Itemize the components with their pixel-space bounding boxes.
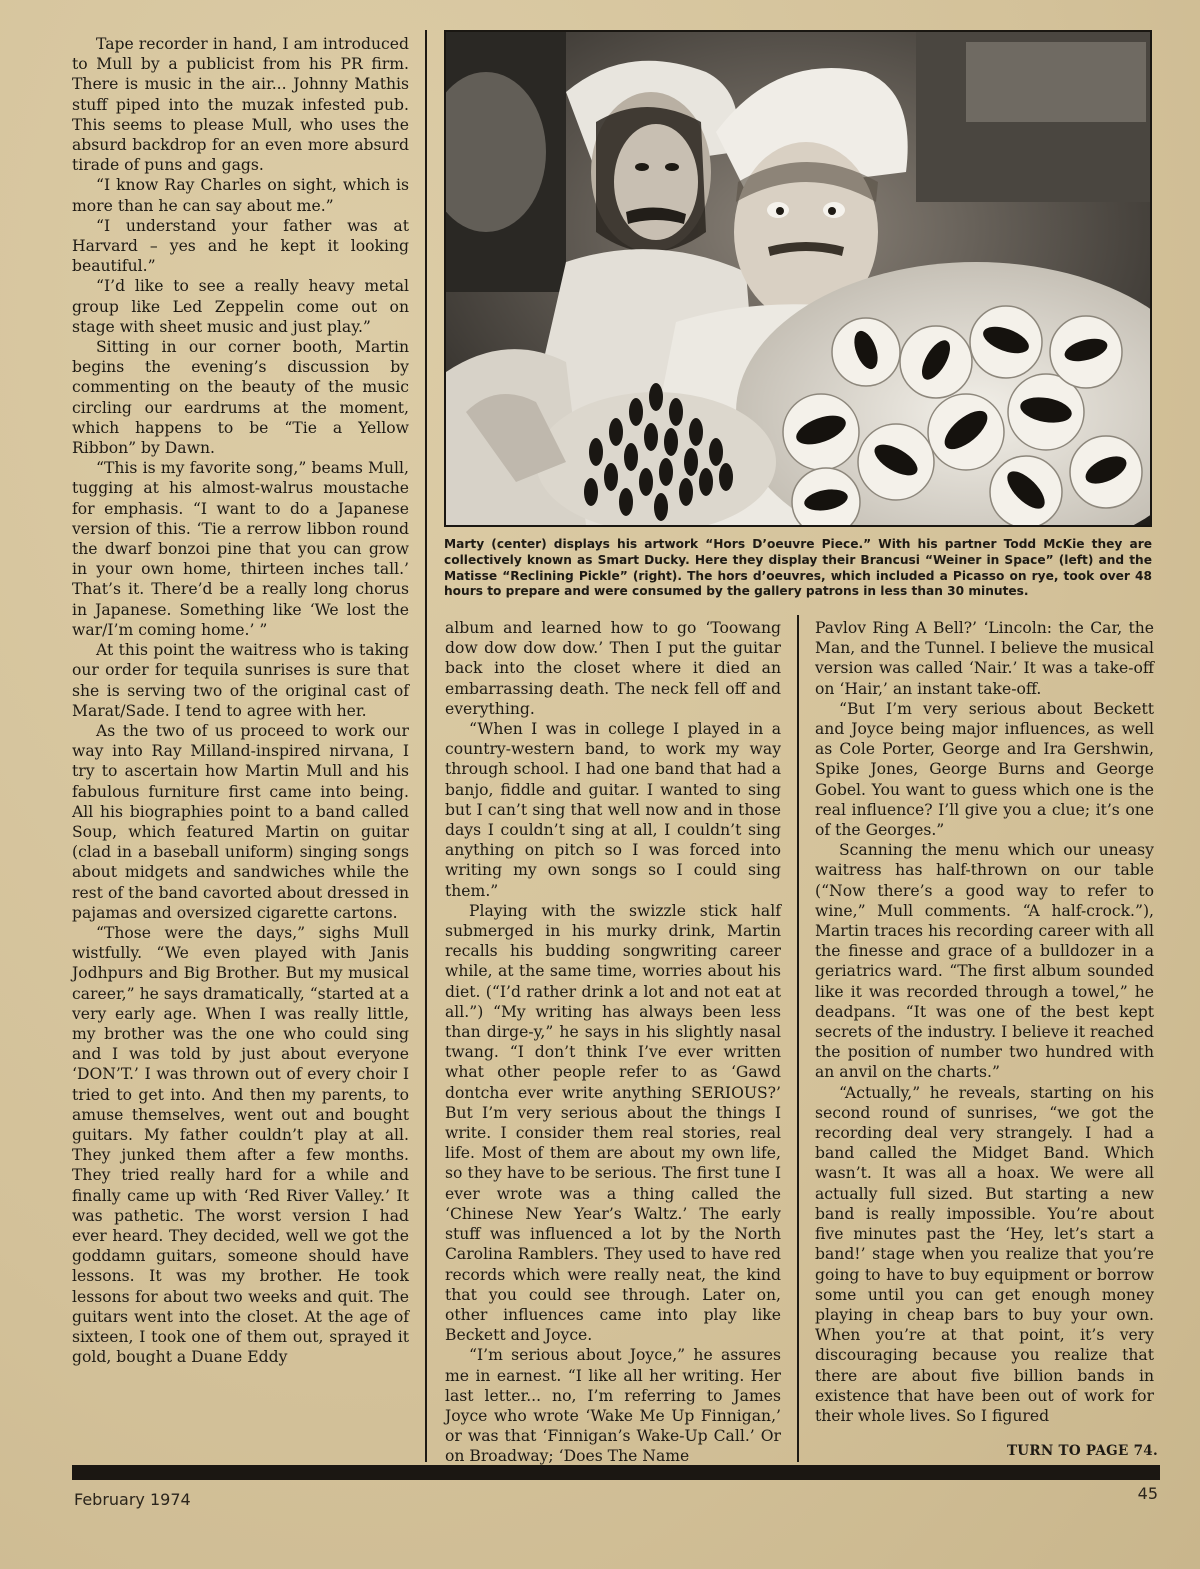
paragraph: “Actually,” he reveals, starting on his second round of sunrises, “we got the recording deal very strangely. I had a band called the Midget Band. Which wasn’t. It was all a hoax. We were all actually full sized. But starting a new band is really impossible. You’re about five minutes past the ‘Hey, let’s start a band!’ stage when you realize that you’re going to have to buy equipment or borrow some until you can get enough money playing in cheap bars to buy your own. When you’re at that point, it’s very discouraging because you realize that there are about five billion bands in existence that have been out of work for their whole lives. So I figured	[815, 1083, 1154, 1425]
continued-notice: TURN TO PAGE 74.	[1006, 1443, 1158, 1459]
issue-date: February 1974	[74, 1490, 191, 1509]
paragraph: “I’d like to see a really heavy metal group like Led Zeppelin come out on stage with sheet music and just play.”	[72, 277, 409, 336]
column-divider	[425, 30, 427, 1462]
footer-rule	[72, 1465, 1160, 1480]
paragraph: At this point the waitress who is taking our order for tequila sunrises is sure that she is serving two of the original cast of Marat/Sade. I tend to agree with her.	[72, 641, 409, 720]
article-column-3	[815, 618, 1154, 1426]
photo-caption: Marty (center) displays his artwork “Hors D’oeuvre Piece.” With his partner Todd McKie they are collectively known as Smart Ducky. Here they display their Brancusi “Weiner in Space” (left) and the Matisse “Reclining Pickle” (right). The hors d’oeuvres, which included a Picasso on rye, took over 48 hours to prepare and were consumed by the gallery patrons in less than 30 minutes.	[444, 537, 1152, 599]
paragraph: As the two of us proceed to work our way into Ray Milland-inspired nirvana, I try to ascertain how Martin Mull and his fabulous furniture first came into being. All his biographies point to a band called Soup, which featured Martin on guitar (clad in a baseball uniform) singing songs about midgets and sandwiches while the rest of the band cavorted about dressed in pajamas and oversized cigarette cartons.	[72, 721, 409, 922]
paragraph: “I know Ray Charles on sight, which is more than he can say about me.”	[72, 176, 409, 215]
paragraph: “I understand your father was at Harvard – yes and he kept it looking beautiful.”	[72, 216, 409, 276]
paragraph: “I’m serious about Joyce,” he assures me in earnest. “I like all her writing. Her last letter... no, I’m referring to James Joyce who wrote ‘Wake Me Up Finnigan,’ or was that ‘Finnigan’s Wake-Up Call.’ Or on Broadway; ‘Does The Name	[445, 1346, 781, 1466]
article-column-2	[445, 618, 781, 1467]
paragraph: album and learned how to go ‘Toowang dow dow dow dow.’ Then I put the guitar back into the closet where it died an embarrassing death. The neck fell off and everything.	[445, 619, 781, 718]
paragraph: Sitting in our corner booth, Martin begins the evening’s discussion by commenting on the beauty of the music circling our eardrums at the moment, which happens to be “Tie a Yellow Ribbon” by Dawn.	[72, 338, 409, 458]
article-column-1	[72, 34, 409, 1367]
photo-chefs-hors-doeuvres	[444, 30, 1152, 527]
paragraph: “When I was in college I played in a country-western band, to work my way through school. I had one band that had a banjo, fiddle and guitar. I wanted to sing but I can’t sing that well now and in those days I couldn’t sing at all, I couldn’t sing anything on pitch so I was forced into writing my own songs so I could sing them.”	[445, 720, 781, 900]
paragraph: Scanning the menu which our uneasy waitress has half-thrown on our table (“Now there’s a good way to refer to wine,” Mull comments. “A half-crock.”), Martin traces his recording career with all the finesse and grace of a bulldozer in a geriatrics ward. “The first album sounded like it was recorded through a towel,” he deadpans. “It was one of the best kept secrets of the industry. I believe it reached the position of number two hundred with an anvil on the charts.”	[815, 841, 1154, 1082]
page-number: 45	[1137, 1484, 1158, 1503]
paragraph: “Those were the days,” sighs Mull wistfully. “We even played with Janis Jodhpurs and Big Brother. But my musical career,” he says dramatically, “started at a very early age. When I was really little, my brother was the one who could sing and I was told by just about everyone ‘DON’T.’ I was thrown out of every choir I tried to get into. And then my parents, to amuse themselves, went out and bought guitars. My father couldn’t play at all. They junked them after a few months. They tried really hard for a while and finally came up with ‘Red River Valley.’ It was pathetic. The worst version I had ever heard. They decided, well we got the goddamn guitars, someone should have lessons. It was my brother. He took lessons for about two weeks and quit. The guitars went into the closet. At the age of sixteen, I took one of them out, sprayed it gold, bought a Duane Eddy	[72, 923, 409, 1367]
paragraph: Playing with the swizzle stick half submerged in his murky drink, Martin recalls his budding songwriting career while, at the same time, worries about his diet. (“I’d rather drink a lot and not eat at all.”) “My writing has always been less than dirge-y,” he says in his slightly nasal twang. “I don’t think I’ve ever written what other people refer to as ‘Gawd dontcha ever write anything SERIOUS?’ But I’m very serious about the things I write. I consider them real stories, real life. Most of them are about my own life, so they have to be serious. The first tune I ever wrote was a thing called the ‘Chinese New Year’s Waltz.’ The early stuff was influenced a lot by the North Carolina Ramblers. They used to have red records which were really neat, the kind that you could see through. Later on, other influences came into play like Beckett and Joyce.	[445, 901, 781, 1345]
column-divider	[797, 615, 799, 1462]
paragraph: Pavlov Ring A Bell?’ ‘Lincoln: the Car, the Man, and the Tunnel. I believe the musical version was called ‘Nair.’ It was a take-off on ‘Hair,’ an instant take-off.	[815, 619, 1154, 698]
paragraph: “This is my favorite song,” beams Mull, tugging at his almost-walrus moustache for emphasis. “I want to do a Japanese version of this. ‘Tie a rerrow libbon round the dwarf bonzoi pine that you can grow in your own home, thirteen inches tall.’ That’s it. There’d be a really long chorus in Japanese. Something like ‘We lost the war/I’m coming home.’ ”	[72, 459, 409, 639]
paragraph: Tape recorder in hand, I am introduced to Mull by a publicist from his PR firm. There is music in the air... Johnny Mathis stuff piped into the muzak infested pub. This seems to please Mull, who uses the absurd backdrop for an even more absurd tirade of puns and gags.	[72, 35, 409, 175]
paragraph: “But I’m very serious about Beckett and Joyce being major influences, as well as Cole Porter, George and Ira Gershwin, Spike Jones, George Burns and George Gobel. You want to guess which one is the real influence? I’ll give you a clue; it’s one of the Georges.”	[815, 699, 1154, 840]
